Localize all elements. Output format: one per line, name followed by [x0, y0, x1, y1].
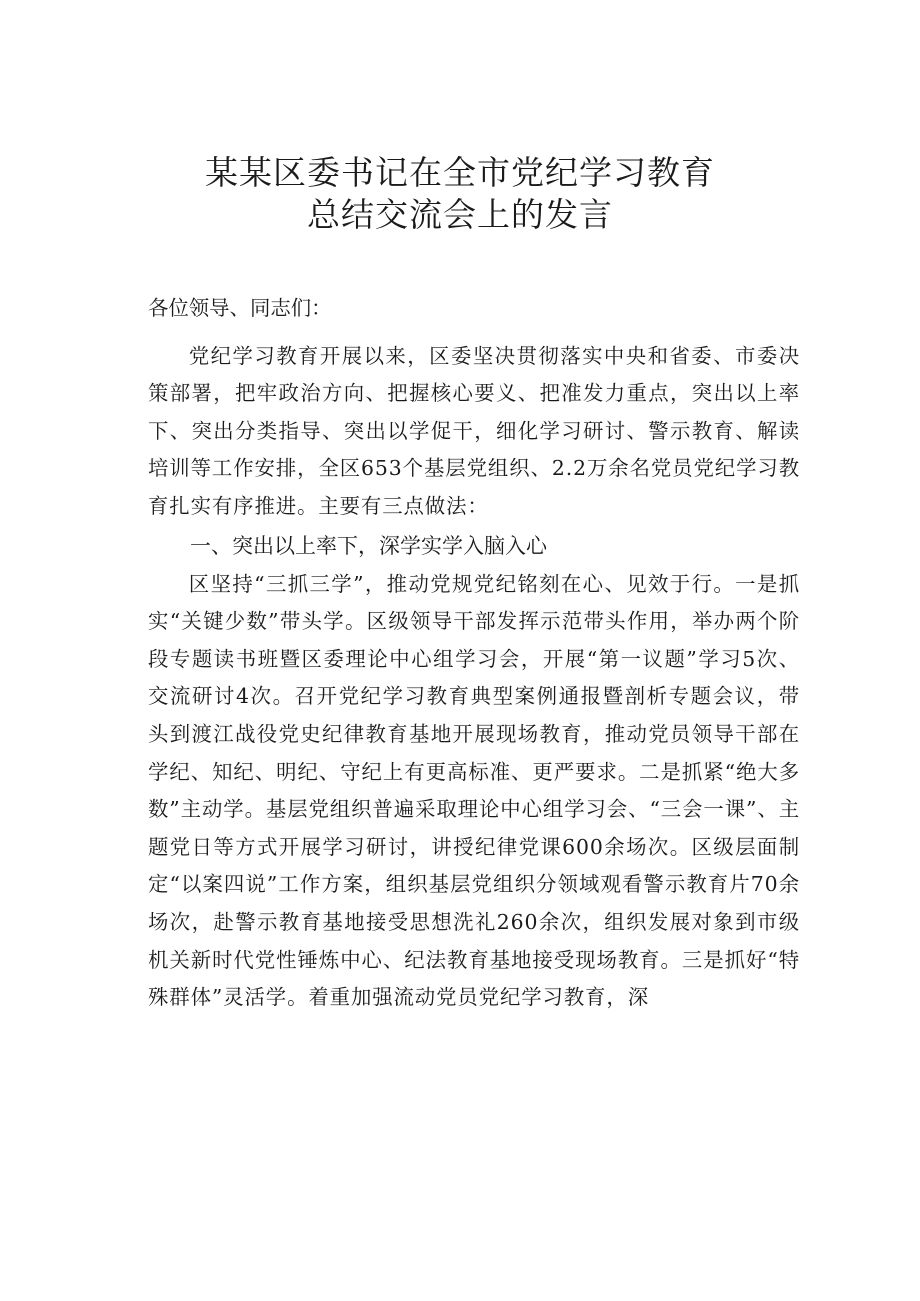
section-1-paragraph: 区坚持“三抓三学”，推动党规党纪铭刻在心、见效于行。一是抓实“关键少数”带头学。区级领导干部发挥示范带头作用，举办两个阶段专题读书班暨区委理论中心组学习会，开展“第一议题”学习5次、交流研讨4次。召开党纪学习教育典型案例通报暨剖析专题会议，带头到渡江战役党史纪律教育基地开展现场教育，推动党员领导干部在学纪、知纪、明纪、守纪上有更高标准、更严要求。二是抓紧“绝大多数”主动学。基层党组织普遍采取理论中心组学习会、“三会一课”、主题党日等方式开展学习研讨，讲授纪律党课600余场次。区级层面制定“以案四说”工作方案，组织基层党组织分领域观看警示教育片70余场次，赴警示教育基地接受思想洗礼260余次，组织发展对象到市级机关新时代党性锤炼中心、纪法教育基地接受现场教育。三是抓好“特殊群体”灵活学。着重加强流动党员党纪学习教育，深 — [148, 571, 800, 1010]
salutation: 各位领导、同志们： — [148, 296, 332, 320]
document-title — [0, 152, 920, 236]
title-line-1: 某某区委书记在全市党纪学习教育 — [205, 153, 715, 192]
intro-paragraph: 党纪学习教育开展以来，区委坚决贯彻落实中央和省委、市委决策部署，把牢政治方向、把握核心要义、把准发力重点，突出以上率下、突出分类指导、突出以学促干，细化学习研讨、警示教育、解读培训等工作安排，全区653个基层党组织、2.2万余名党员党纪学习教育扎实有序推进。主要有三点做法： — [148, 343, 800, 518]
document-body — [148, 290, 800, 1017]
title-line-2: 总结交流会上的发言 — [307, 195, 613, 234]
section-heading-1: 一、突出以上率下，深学实学入脑入心 — [190, 533, 547, 558]
